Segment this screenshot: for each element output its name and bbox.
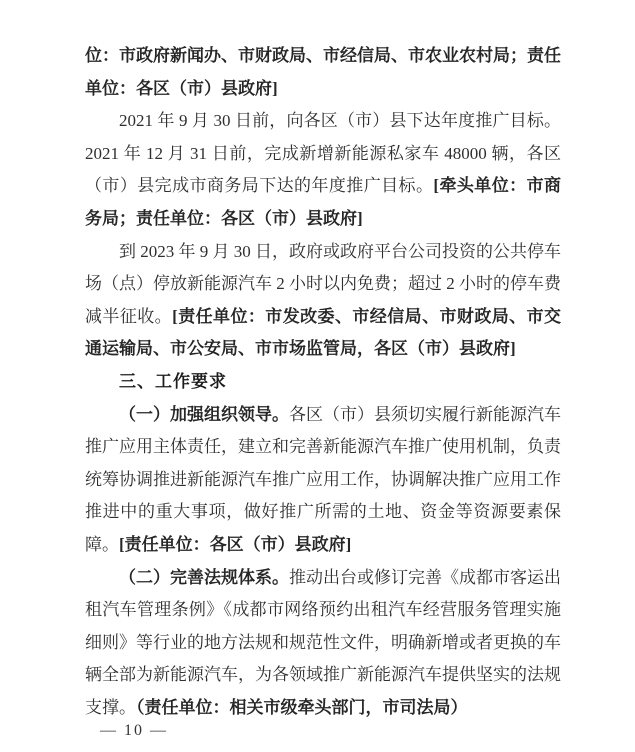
annual-targets-text: 2021 年 9 月 30 日前，向各区（市）县下达年度推广目标。2021 年 12 月 31 日前，完成新增新能源私家车 48000 辆，各区（市）县完成市商务局下达的年度推广目标。 [85, 111, 561, 196]
section-heading-work-requirements [85, 366, 561, 399]
paragraph-annual-targets [85, 105, 561, 235]
paragraph-legal-system [85, 562, 561, 725]
legal-system-responsibility-note: （责任单位：相关市级牵头部门，市司法局） [136, 697, 468, 717]
org-leadership-responsibility-note: [责任单位：各区（市）县政府] [119, 534, 352, 554]
org-leadership-text: 各区（市）县须切实履行新能源汽车推广应用主体责任，建立和完善新能源汽车推广使用机制，负责统筹协调推进新能源汽车推广应用工作，协调解决推广应用工作推进中的重大事项，做好推广所需的土地、资金等资源要素保障。 [85, 404, 561, 554]
parking-policy-text: 到 2023 年 9 月 30 日，政府或政府平台公司投资的公共停车场（点）停放新能源汽车 2 小时以内免费；超过 2 小时的停车费减半征收。 [85, 241, 561, 326]
page-number: — 10 — [100, 722, 168, 739]
paragraph-org-leadership [85, 399, 561, 562]
legal-system-lead-in: （二）完善法规体系。 [119, 567, 289, 587]
org-leadership-lead-in: （一）加强组织领导。 [119, 404, 289, 424]
annual-targets-responsibility-note: [牵头单位：市商务局；责任单位：各区（市）县政府] [85, 176, 561, 228]
responsibility-units-continued: 位：市政府新闻办、市财政局、市经信局、市农业农村局；责任单位：各区（市）县政府] [85, 46, 561, 98]
legal-system-text: 推动出台或修订完善《成都市客运出租汽车管理条例》《成都市网络预约出租汽车经营服务管理实施细则》等行业的地方法规和规范性文件，明确新增或者更换的车辆全部为新能源汽车，为各领域推广新能源汽车提供坚实的法规支撑。 [85, 567, 561, 717]
carryover-paragraph [85, 40, 561, 105]
parking-policy-responsibility-note: [责任单位：市发改委、市经信局、市财政局、市交通运输局、市公安局、市市场监管局，各区（市）县政府] [85, 306, 561, 359]
document-text-block [85, 40, 561, 724]
paragraph-parking-policy [85, 236, 561, 366]
section-heading-text: 三、工作要求 [119, 371, 227, 391]
